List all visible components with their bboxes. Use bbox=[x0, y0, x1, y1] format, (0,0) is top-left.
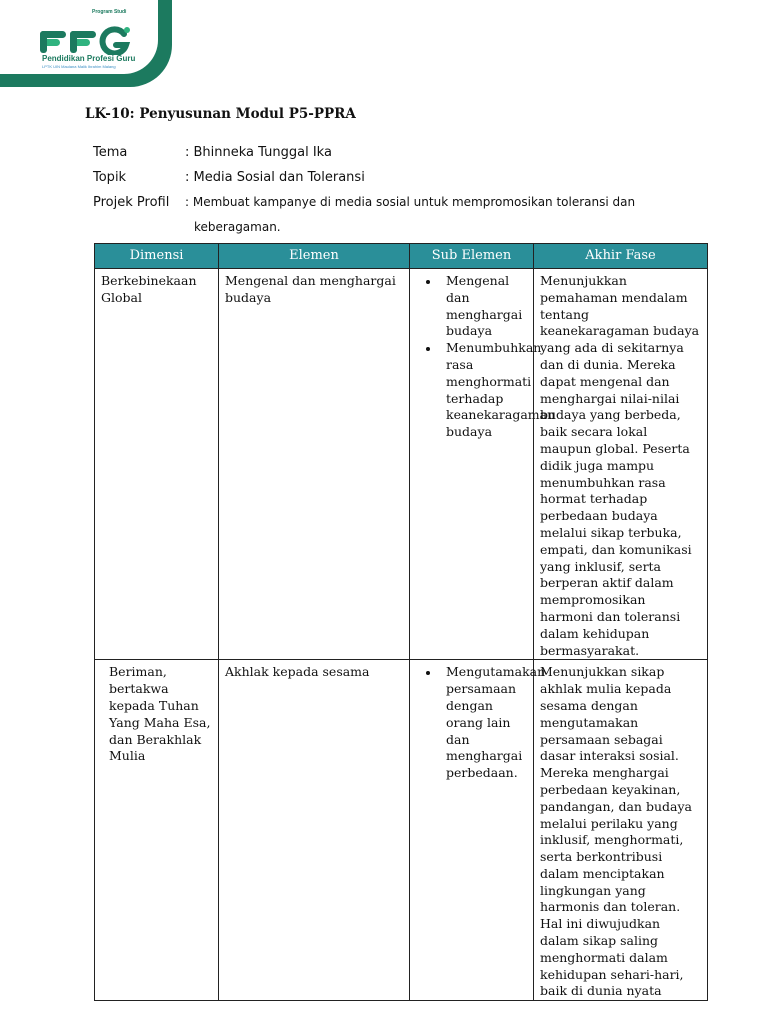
logo-tagline: Program Studi bbox=[92, 9, 127, 15]
header-dimensi: Dimensi bbox=[95, 244, 219, 269]
document-title: LK-10: Penyusunan Modul P5-PPRA bbox=[85, 106, 356, 122]
cell-sub-elemen bbox=[410, 660, 546, 1001]
meta-key: Topik bbox=[93, 170, 127, 185]
meta-key: Projek Profil bbox=[93, 195, 170, 210]
cell-elemen: Mengenal dan menghargai budaya bbox=[219, 269, 410, 660]
logo-panel bbox=[0, 0, 158, 74]
table-header-row bbox=[95, 244, 708, 269]
header-akhir-fase: Akhir Fase bbox=[534, 244, 708, 269]
table-row bbox=[95, 269, 708, 660]
meta-continuation: keberagaman. bbox=[194, 220, 281, 234]
sub-elemen-list bbox=[416, 273, 556, 441]
list-item: • Mengutamakan persamaan dengan orang lain dan menghargai perbedaan. bbox=[440, 664, 527, 782]
header-sub-elemen: Sub Elemen bbox=[410, 244, 534, 269]
list-item: • Mengenal dan menghargai budaya bbox=[440, 273, 527, 340]
header-logo-block bbox=[0, 0, 172, 87]
header-elemen: Elemen bbox=[219, 244, 410, 269]
cell-dimensi: Beriman, bertakwa kepada Tuhan Yang Maha Esa, dan Berakhlak Mulia bbox=[95, 660, 219, 1001]
cell-dimensi: Berkebinekaan Global bbox=[95, 269, 219, 660]
logo-subname: LPTK UIN Maulana Malik Ibrahim Malang bbox=[42, 64, 116, 69]
cell-akhir-fase: Menunjukkan sikap akhlak mulia kepada sesama dengan mengutamakan persamaan sebagai dasar interaksi sosial. Mereka menghargai perbedaan keyakinan, pandangan, dan budaya melalui perilaku yang inklusif, menghormati, serta berkontribusi dalam menciptakan lingkungan yang harmonis dan toleran. Hal ini diwujudkan dalam sikap saling menghormati dalam kehidupan sehari-hari, baik di dunia nyata bbox=[534, 660, 708, 1001]
p5-profile-table bbox=[94, 243, 708, 1001]
cell-akhir-fase: Menunjukkan pemahaman mendalam tentang keanekaragaman budaya yang ada di sekitarnya dan di dunia. Mereka dapat mengenal dan menghargai nilai-nilai budaya yang berbeda, baik secara lokal maupun global. Peserta didik juga mampu menumbuhkan rasa hormat terhadap perbedaan budaya melalui sikap terbuka, empati, dan komunikasi yang inklusif, serta berperan aktif dalam mempromosikan harmoni dan toleransi dalam kehidupan bermasyarakat. bbox=[534, 269, 708, 660]
meta-value: : Media Sosial dan Toleransi bbox=[185, 170, 365, 185]
cell-elemen: Akhlak kepada sesama bbox=[219, 660, 410, 1001]
meta-value: : Bhinneka Tunggal Ika bbox=[185, 145, 332, 160]
cell-sub-elemen bbox=[410, 269, 556, 660]
sub-elemen-list bbox=[416, 664, 546, 782]
logo-name: Pendidikan Profesi Guru bbox=[42, 54, 136, 63]
meta-value: : Membuat kampanye di media sosial untuk mempromosikan toleransi dan bbox=[185, 195, 636, 209]
meta-key: Tema bbox=[93, 145, 128, 160]
ppg-logo-icon bbox=[38, 25, 134, 55]
table-row bbox=[95, 660, 708, 1001]
list-item: • Menumbuhkan rasa menghormati terhadap keanekaragaman budaya bbox=[440, 340, 527, 441]
